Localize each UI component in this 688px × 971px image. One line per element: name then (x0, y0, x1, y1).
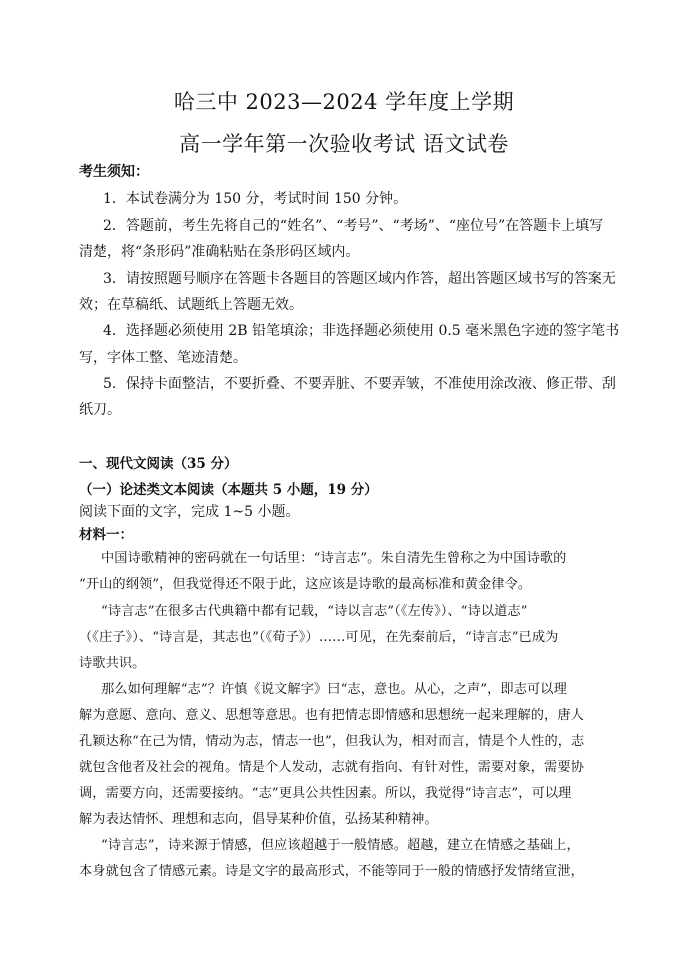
reading-instruction: 阅读下面的文字，完成 1~5 小题。 (79, 504, 300, 520)
notice-item-2: 2．答题前，考生先将自己的“姓名”、“考号”、“考场”、“座位号”在答题卡上填写 (103, 218, 604, 234)
exam-title-line2: 高一学年第一次验收考试 语文试卷 (179, 132, 509, 156)
passage-line: 解为表达情怀、理想和志向，倡导某种价值，弘扬某种精神。 (79, 812, 438, 827)
notice-heading: 考生须知： (79, 164, 149, 180)
passage-line: （《庄子》）、“诗言是，其志也”（《荀子》）……可见，在先秦前后，“诗言志”已成为 (79, 630, 559, 645)
passage-line: 就包含他者及社会的视角。情是个人发动，志就有指向、有针对性，需要对象，需要协 (79, 760, 584, 775)
passage-line: “诗言志”，诗来源于情感，但应该超越于一般情感。超越，建立在情感之基础上， (101, 838, 580, 853)
notice-item-3: 3．请按照题号顺序在答题卡各题目的答题区域内作答，超出答题区域书写的答案无 (103, 271, 616, 287)
section-heading: 一、现代文阅读（35 分） (79, 456, 238, 472)
passage-line: 本身就包含了情感元素。诗是文字的最高形式，不能等同于一般的情感抒发情绪宣泄， (79, 864, 584, 879)
passage-line: 诗歌共识。 (79, 656, 146, 671)
exam-title-line1: 哈三中 2023—2024 学年度上学期 (173, 90, 515, 114)
passage-line: 孔颖达称“在己为情，情动为志，情志一也”，但我认为，相对而言，情是个人性的，志 (79, 734, 585, 749)
notice-item-4-cont: 写，字体工整、笔迹清楚。 (79, 350, 247, 366)
subsection-heading: （一）论述类文本阅读（本题共 5 小题，19 分） (79, 482, 378, 498)
notice-item-5: 5．保持卡面整洁，不要折叠、不要弄脏、不要弄皱，不准使用涂改液、修正带、刮 (103, 376, 616, 392)
passage-line: 调，需要方向，还需要接纳。“志”更具公共性因素。所以，我觉得“诗言志”，可以理 (79, 786, 572, 801)
notice-item-1: 1．本试卷满分为 150 分，考试时间 150 分钟。 (103, 191, 408, 207)
passage-line: “开山的纲领”，但我觉得还不限于此，这应该是诗歌的最高标准和黄金律令。 (79, 577, 532, 592)
notice-item-4: 4．选择题必须使用 2B 铅笔填涂；非选择题必须使用 0.5 毫米黑色字迹的签字笔书 (103, 323, 620, 339)
passage-line: 解为意愿、意向、意义、思想等意思。也有把情志即情感和思想统一起来理解的，唐人 (79, 708, 584, 723)
passage-line: 那么如何理解“志”？许慎《说文解字》曰“志，意也。从心，之声”，即志可以理 (101, 682, 567, 697)
notice-item-5-cont: 纸刀。 (79, 402, 121, 418)
passage-line: “诗言志”在很多古代典籍中都有记载，“诗以言志”（《左传》）、“诗以道志” (101, 604, 528, 619)
material-label: 材料一： (79, 527, 133, 543)
passage-line: 中国诗歌精神的密码就在一句话里：“诗言志”。朱自清先生曾称之为中国诗歌的 (101, 551, 567, 566)
notice-item-2-cont: 清楚，将“条形码”准确粘贴在条形码区域内。 (79, 244, 360, 260)
notice-item-3-cont: 效；在草稿纸、试题纸上答题无效。 (79, 297, 303, 313)
